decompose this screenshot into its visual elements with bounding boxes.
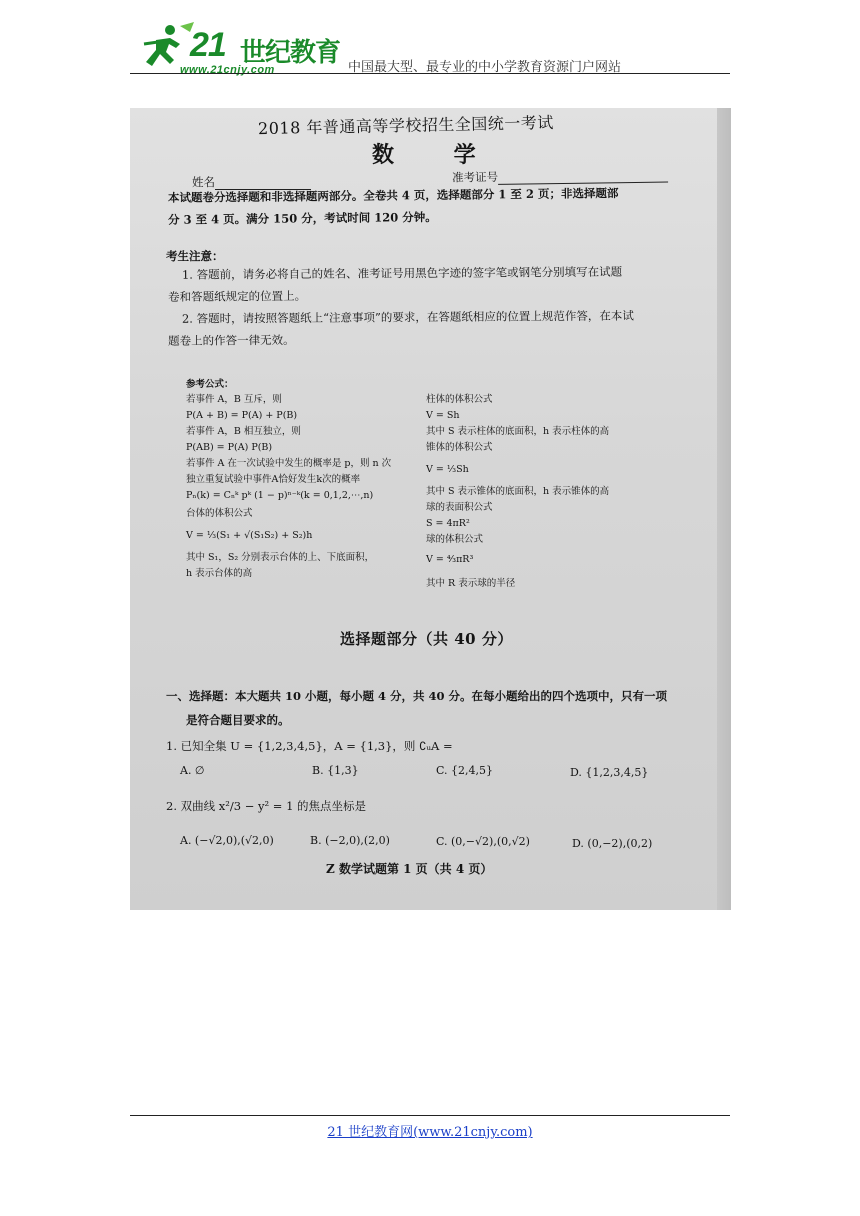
- formula-line: Pₙ(k) = Cₙᵏ pᵏ (1 − p)ⁿ⁻ᵏ(k = 0,1,2,⋯,n): [186, 490, 374, 501]
- formula-line: V = ⁴⁄₃πR³: [426, 554, 474, 565]
- question-1-option-a: A. ∅: [180, 764, 205, 777]
- notice-1-line-1: 1. 答题前，请务必将自己的姓名、准考证号用黑色字迹的签字笔或钢笔分别填写在试题: [181, 264, 623, 282]
- section-heading-line-1: 一、选择题：本大题共 10 小题，每小题 4 分，共 40 分。在每小题给出的四个选项中，只有一项: [166, 689, 668, 703]
- exam-page: [130, 108, 731, 910]
- formula-line: 其中 R 表示球的半径: [426, 578, 516, 589]
- intro-line-1: 本试题卷分选择题和非选择题两部分。全卷共 4 页，选择题部分 1 至 2 页；非选择题部: [167, 186, 619, 205]
- question-1-option-c: C. {2,4,5}: [436, 764, 494, 777]
- formula-line: 台体的体积公式: [186, 508, 253, 519]
- paper-edge-shadow: [717, 108, 731, 910]
- footer-site-link[interactable]: 21 世纪教育网(www.21cnjy.com): [327, 1125, 533, 1140]
- formula-line: V = Sh: [426, 410, 460, 421]
- intro-line-2: 分 3 至 4 页。满分 150 分，考试时间 120 分钟。: [168, 209, 437, 227]
- formula-line: 球的体积公式: [426, 534, 484, 545]
- footer-divider: [130, 1115, 730, 1116]
- question-1-stem: 1. 已知全集 U = {1,2,3,4,5}，A = {1,3}，则 ∁ᵤA =: [166, 739, 453, 753]
- question-2-option-c: C. (0,−√2),(0,√2): [436, 835, 530, 848]
- site-logo[interactable]: [136, 20, 346, 76]
- formula-line: 球的表面积公式: [426, 502, 493, 513]
- formula-line: 其中 S 表示锥体的底面积，h 表示锥体的高: [426, 486, 610, 497]
- formula-line: P(AB) = P(A) P(B): [186, 442, 273, 453]
- formula-line: h 表示台体的高: [186, 568, 253, 579]
- notice-heading: 考生注意：: [166, 249, 224, 263]
- exam-page-footer: Z 数学试题第 1 页（共 4 页）: [326, 862, 493, 876]
- logo-chinese: 世纪教育: [240, 38, 341, 68]
- exam-photo: [130, 108, 731, 910]
- notice-1: [168, 260, 688, 308]
- formula-line: P(A + B) = P(A) + P(B): [186, 410, 298, 421]
- section-title: 选择题部分（共 40 分）: [340, 630, 513, 648]
- name-label: 姓名: [192, 175, 215, 189]
- question-2-option-b: B. (−2,0),(2,0): [310, 834, 390, 847]
- logo-number: 21: [190, 26, 226, 64]
- formula-line: 若事件 A，B 相互独立，则: [186, 426, 301, 437]
- formula-line: S = 4πR²: [426, 518, 470, 529]
- formula-line: V = ⅓Sh: [426, 464, 469, 475]
- formula-right-column: [426, 392, 609, 592]
- id-label: 准考证号: [451, 169, 499, 185]
- notice-2-line-1: 2. 答题时，请按照答题纸上“注意事项”的要求，在答题纸相应的位置上规范作答，在本试: [181, 308, 634, 326]
- formula-line: 柱体的体积公式: [426, 394, 493, 405]
- formula-line: 锥体的体积公式: [426, 442, 493, 453]
- formula-line: 若事件 A，B 互斥，则: [186, 394, 282, 405]
- formula-left-column: [186, 392, 391, 582]
- formula-line: 其中 S 表示柱体的底面积，h 表示柱体的高: [426, 426, 610, 437]
- logo-url: www.21cnjy.com: [180, 64, 275, 76]
- site-header: [130, 18, 730, 76]
- question-2-stem: 2. 双曲线 x²/3 − y² = 1 的焦点坐标是: [166, 799, 367, 813]
- section-heading: [166, 684, 706, 732]
- exam-title: 2018 年普通高等学校招生全国统一考试: [257, 112, 554, 139]
- question-2-option-d: D. (0,−2),(0,2): [572, 837, 653, 850]
- formula-heading: 参考公式：: [186, 379, 234, 390]
- header-divider: [130, 73, 730, 74]
- question-2-option-a: A. (−√2,0),(√2,0): [180, 834, 274, 847]
- question-1-option-d: D. {1,2,3,4,5}: [570, 766, 649, 779]
- exam-intro: [168, 181, 698, 231]
- notice-1-line-2: 卷和答题纸规定的位置上。: [168, 288, 307, 304]
- section-heading-line-2: 是符合题目要求的。: [186, 713, 290, 727]
- formula-line: 独立重复试验中事件A恰好发生k次的概率: [186, 474, 361, 485]
- site-slogan: 中国最大型、最专业的中小学教育资源门户网站: [348, 60, 622, 75]
- question-1-option-b: B. {1,3}: [312, 764, 359, 777]
- formula-line: 其中 S₁，S₂ 分别表示台体的上、下底面积，: [186, 552, 375, 563]
- exam-subject: 数 学: [372, 142, 502, 168]
- notice-2-line-2: 题卷上的作答一律无效。: [168, 332, 295, 348]
- formula-line: 若事件 A 在一次试验中发生的概率是 p，则 n 次: [186, 458, 392, 469]
- notice-2: [168, 304, 688, 352]
- formula-line: V = ⅓(S₁ + √(S₁S₂) + S₂)h: [186, 530, 313, 541]
